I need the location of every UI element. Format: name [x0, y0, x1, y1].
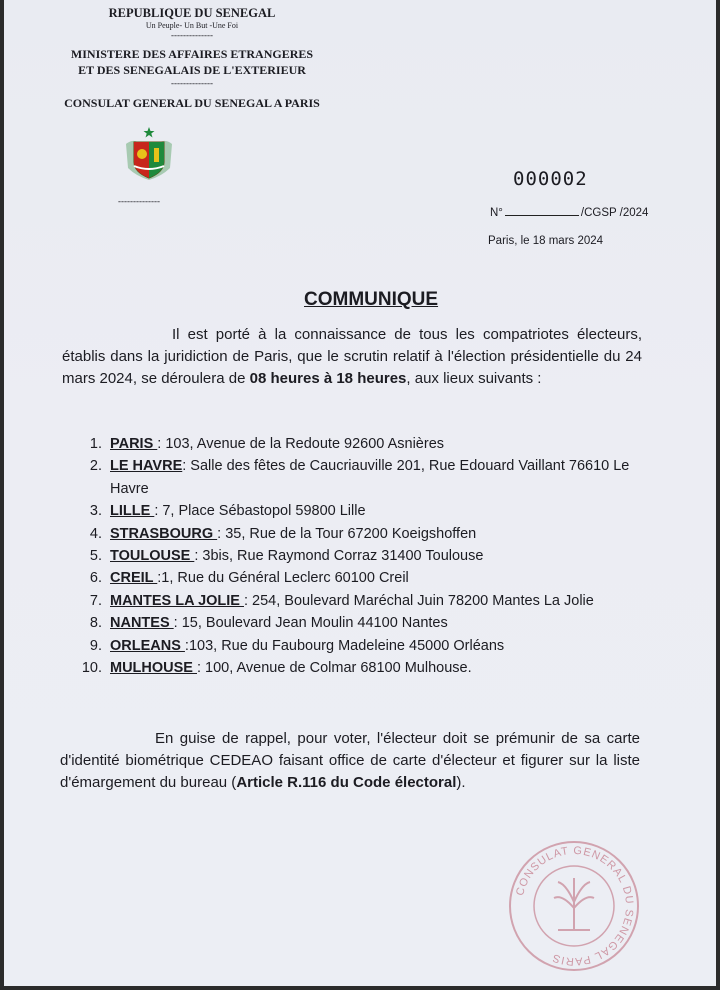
separator-dashes: --------------: [171, 30, 213, 40]
item-number: 10.: [81, 660, 102, 677]
address: : 103, Avenue de la Redoute 92600 Asnières: [157, 436, 445, 452]
consulate-heading: CONSULAT GENERAL DU SENEGAL A PARIS: [64, 96, 320, 110]
city-name: MULHOUSE: [110, 660, 197, 677]
item-number: 4.: [89, 525, 102, 542]
reference-blank-line: [505, 215, 579, 216]
list-item: [70, 567, 670, 589]
list-item: [70, 433, 670, 455]
city-name: CREIL: [110, 570, 158, 587]
consulate-stamp-icon: [506, 838, 642, 974]
document-date: Paris, le 18 mars 2024: [488, 235, 604, 247]
separator-dashes: --------------: [171, 78, 213, 88]
reminder-paragraph: [60, 728, 640, 794]
address: :103, Rue du Faubourg Madeleine 45000 Orléans: [184, 637, 505, 654]
city-name: NANTES: [110, 615, 174, 632]
voting-hours: 08 heures à 18 heures: [249, 370, 407, 387]
list-item: [70, 590, 670, 612]
ministry-line-1: MINISTERE DES AFFAIRES ETRANGERES: [70, 47, 314, 61]
city-name: LILLE: [110, 503, 155, 520]
item-number: 1.: [89, 436, 102, 452]
intro-text: Il est porté à la connaissance de tous les compatriotes électeurs, établis dans la juridiction de Paris, que le scrutin relatif à l'élection présidentielle du 24 mars 2024, se déroulera de: [62, 326, 642, 387]
address: : 3bis, Rue Raymond Corraz 31400 Toulouse: [194, 548, 484, 565]
list-item: [70, 657, 670, 679]
reference-prefix: N°: [490, 207, 503, 219]
item-number: 9.: [89, 637, 102, 654]
list-item: [70, 455, 670, 500]
item-number: 6.: [89, 570, 102, 587]
city-name: PARIS: [110, 436, 158, 452]
republic-heading: REPUBLIQUE DU SENEGAL: [108, 6, 276, 20]
polling-locations-list: [70, 433, 670, 679]
article-reference: Article R.116 du Code électoral: [236, 774, 457, 791]
document-page: [4, 0, 716, 986]
item-number: 3.: [89, 503, 102, 520]
item-number: 2.: [89, 458, 102, 475]
address: : 100, Avenue de Colmar 68100 Mulhouse.: [197, 660, 472, 677]
reminder-text-end: ).: [456, 774, 466, 791]
item-number: 7.: [89, 592, 102, 609]
city-name: STRASBOURG: [110, 525, 218, 542]
address: : Salle des fêtes de Caucriauville 201, Rue Edouard Vaillant 76610 Le Havre: [110, 458, 630, 497]
reference-suffix: /CGSP /2024: [580, 207, 649, 219]
address: : 254, Boulevard Maréchal Juin 78200 Mantes La Jolie: [244, 592, 594, 609]
list-item: [70, 612, 670, 634]
ministry-line-2: ET DES SENEGALAIS DE L'EXTERIEUR: [78, 63, 306, 77]
city-name: MANTES LA JOLIE: [110, 592, 244, 609]
address: : 7, Place Sébastopol 59800 Lille: [154, 503, 366, 520]
coat-of-arms-icon: [122, 126, 176, 184]
separator-dashes: --------------: [118, 196, 160, 206]
list-item: [70, 523, 670, 545]
address: : 15, Boulevard Jean Moulin 44100 Nantes: [173, 615, 448, 632]
address: : 35, Rue de la Tour 67200 Koeigshoffen: [217, 525, 477, 542]
city-name: TOULOUSE: [110, 548, 195, 565]
city-name: LE HAVRE: [110, 458, 183, 475]
list-item: [70, 635, 670, 657]
list-item: [70, 545, 670, 567]
document-title: COMMUNIQUE: [304, 289, 439, 310]
reference-line: [490, 207, 648, 219]
item-number: 8.: [89, 615, 102, 632]
document-number: 000002: [513, 168, 588, 190]
intro-text-end: , aux lieux suivants :: [406, 370, 542, 387]
city-name: ORLEANS: [110, 637, 185, 654]
national-motto: Un Peuple- Un But -Une Foi: [145, 21, 239, 30]
list-item: [70, 500, 670, 522]
reminder-text: En guise de rappel, pour voter, l'électeur doit se prémunir de sa carte d'identité biométrique CEDEAO faisant office de carte d'électeur et figurer sur la liste d'émargement du bureau (: [60, 730, 640, 791]
address: :1, Rue du Général Leclerc 60100 Creil: [157, 570, 409, 587]
item-number: 5.: [89, 548, 102, 565]
intro-paragraph: [62, 324, 642, 390]
stamp-text: CONSULAT GENERAL DU SENEGAL PARIS: [514, 844, 636, 968]
